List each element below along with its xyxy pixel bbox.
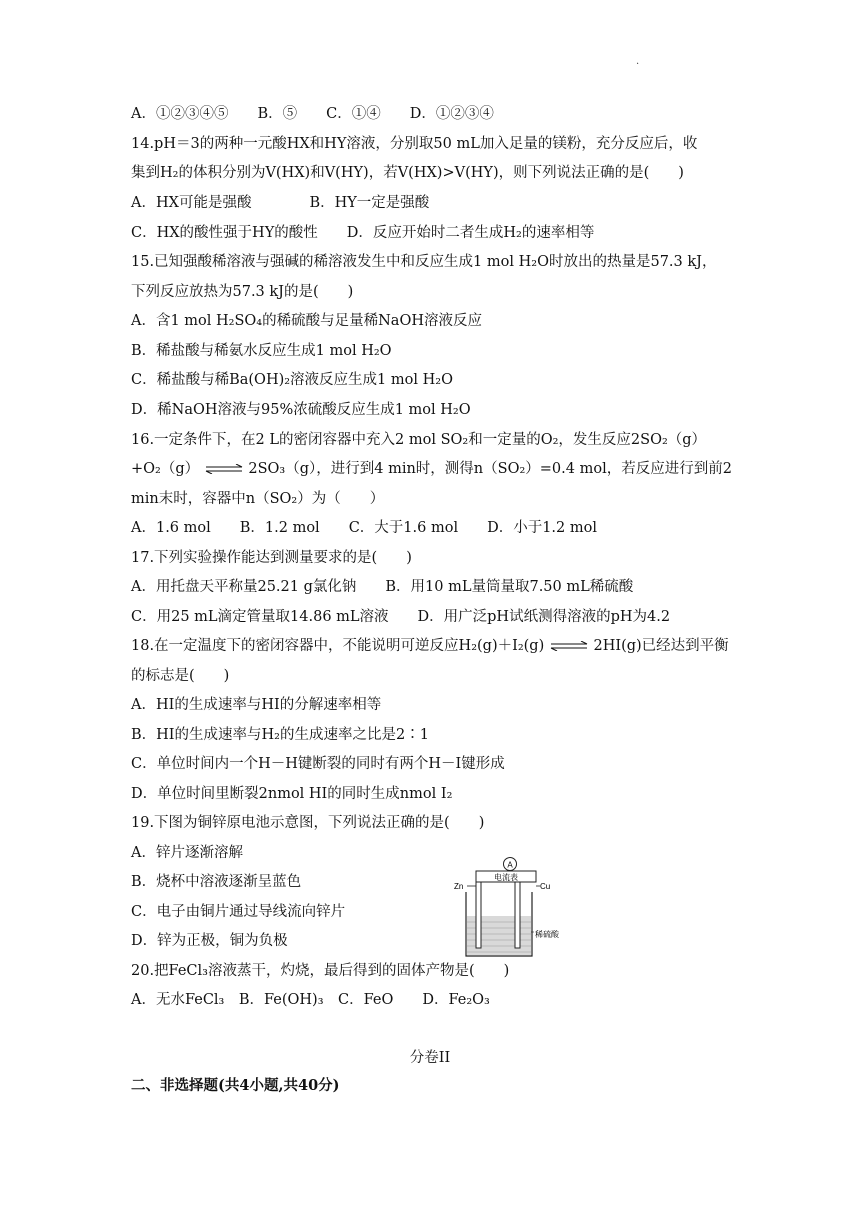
text-line-with-equilibrium: [131, 636, 729, 656]
text-line: A．含1 mol H₂SO₄的稀硫酸与足量稀NaOH溶液反应: [131, 313, 482, 329]
text-line: min末时，容器中n（SO₂）为（ ）: [131, 491, 385, 507]
solution-label: 稀硫酸: [535, 930, 559, 939]
section-heading: 二、非选择题(共4小题,共40分): [131, 1077, 340, 1094]
line-part-pre: +O₂（g）: [131, 461, 200, 477]
line-part-pre: 18.在一定温度下的密闭容器中，不能说明可逆反应H₂(g)＋I₂(g): [131, 638, 545, 654]
text-line: C．用25 mL滴定管量取14.86 mL溶液 D．用广泛pH试纸测得溶液的pH为4.2: [131, 609, 671, 625]
text-line: 20.把FeCl₃溶液蒸干，灼烧，最后得到的固体产物是( ): [131, 963, 510, 979]
equilibrium-arrow-icon: [204, 464, 244, 474]
text-line: A．用托盘天平称量25.21 g氯化钠 B．用10 mL量筒量取7.50 mL稀硫酸: [131, 579, 634, 595]
text-line: C．HX的酸性强于HY的酸性 D．反应开始时二者生成H₂的速率相等: [131, 225, 595, 241]
copper-label: Cu: [540, 882, 551, 891]
text-line: D．锌为正极，铜为负极: [131, 933, 288, 949]
text-line: 集到H₂的体积分别为V(HX)和V(HY)，若V(HX)>V(HY)，则下列说法正确的是( ): [131, 165, 684, 181]
ammeter-label: 电流表: [494, 873, 518, 882]
text-line: 15.已知强酸稀溶液与强碱的稀溶液发生中和反应生成1 mol H₂O时放出的热量是57.3 kJ，: [131, 254, 717, 270]
section-title: 分卷II: [409, 1050, 451, 1066]
ammeter-symbol: A: [507, 860, 513, 870]
text-line: 14.pH＝3的两种一元酸HX和HY溶液，分别取50 mL加入足量的镁粉，充分反应后，收: [131, 136, 698, 152]
zinc-label: Zn: [454, 882, 464, 891]
text-line: A．HI的生成速率与HI的分解速率相等: [131, 697, 382, 713]
text-line: 16.一定条件下，在2 L的密闭容器中充入2 mol SO₂和一定量的O₂，发生反应2SO₂（g）: [131, 432, 707, 448]
galvanic-cell-diagram: [448, 852, 568, 962]
text-line: 17.下列实验操作能达到测量要求的是( ): [131, 550, 412, 566]
page-dot: .: [636, 56, 640, 67]
text-line: C．电子由铜片通过导线流向锌片: [131, 904, 346, 920]
text-line: C．单位时间内一个H－H键断裂的同时有两个H－I键形成: [131, 756, 505, 772]
text-line: A．HX可能是强酸 B．HY一定是强酸: [131, 195, 430, 211]
equilibrium-arrow-icon: [549, 641, 589, 651]
text-line: A．1.6 mol B．1.2 mol C．大于1.6 mol D．小于1.2 mol: [131, 520, 597, 536]
line-part-post: 2HI(g)已经达到平衡: [593, 638, 729, 654]
text-line: B．HI的生成速率与H₂的生成速率之比是2∶1: [131, 727, 429, 743]
text-line: B．稀盐酸与稀氨水反应生成1 mol H₂O: [131, 343, 392, 359]
text-line: B．烧杯中溶液逐渐呈蓝色: [131, 874, 302, 890]
text-line: D．单位时间里断裂2nmol HI的同时生成nmol I₂: [131, 786, 453, 802]
text-line: 的标志是( ): [131, 668, 230, 684]
text-line: A．无水FeCl₃ B．Fe(OH)₃ C．FeO D．Fe₂O₃: [131, 992, 490, 1008]
text-line: A．①②③④⑤ B．⑤ C．①④ D．①②③④: [131, 106, 494, 122]
text-line: D．稀NaOH溶液与95%浓硫酸反应生成1 mol H₂O: [131, 402, 471, 418]
text-line-with-equilibrium: [131, 459, 732, 479]
text-line: A．锌片逐渐溶解: [131, 845, 243, 861]
text-line: C．稀盐酸与稀Ba(OH)₂溶液反应生成1 mol H₂O: [131, 372, 453, 388]
text-line: 下列反应放热为57.3 kJ的是( ): [131, 284, 354, 300]
text-line: 19.下图为铜锌原电池示意图，下列说法正确的是( ): [131, 815, 485, 831]
line-part-post: 2SO₃（g），进行到4 min时，测得n（SO₂）=0.4 mol，若反应进行到前2: [248, 461, 732, 477]
